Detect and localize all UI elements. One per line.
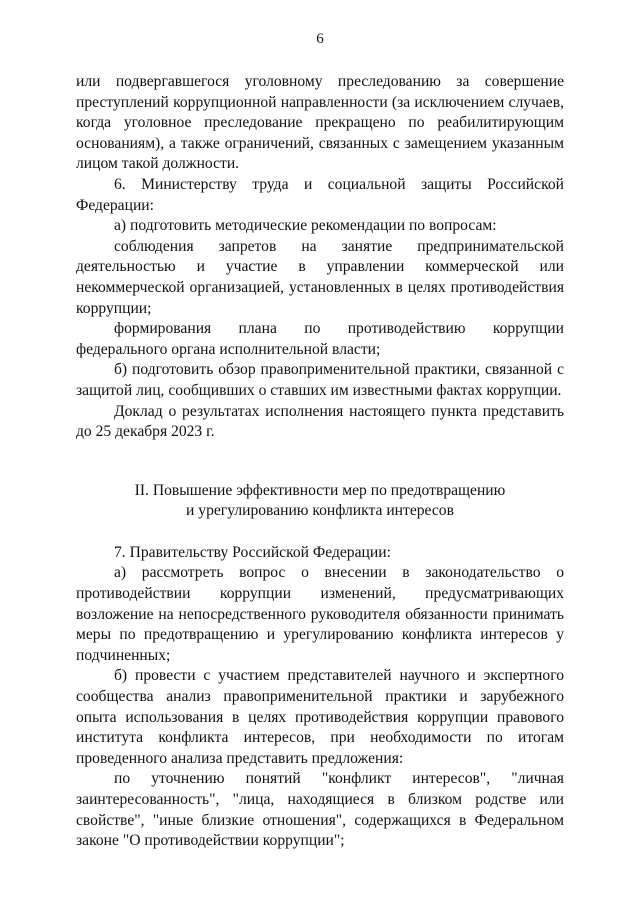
- page-number: 6: [316, 31, 324, 47]
- section-heading-line: и урегулированию конфликта интересов: [186, 502, 454, 520]
- document-body: [76, 72, 564, 852]
- paragraph: 7. Правительству Российской Федерации:: [114, 543, 391, 561]
- paragraph: а) подготовить методические рекомендации по вопросам:: [114, 217, 497, 235]
- paragraph: а) рассмотреть вопрос о внесении в законодательство о противодействии коррупции изменений, предусматривающих возложение на непосредственного руководителя обязанности принимать меры по предотвращению и урегулированию конфликта интересов у подчиненных;: [76, 564, 564, 664]
- paragraph: соблюдения запретов на занятие предпринимательской деятельностью и участие в управлении коммерческой или некоммерческой организацией, установленных в целях противодействия коррупции;: [76, 237, 564, 317]
- section-heading: [76, 481, 564, 522]
- paragraph: б) подготовить обзор правоприменительной практики, связанной с защитой лиц, сообщивших о ставших им известными фактах коррупции.: [76, 361, 564, 399]
- paragraph: формирования плана по противодействию коррупции федерального органа исполнительной власти;: [76, 320, 564, 358]
- section-heading-line: II. Повышение эффективности мер по предотвращению: [134, 481, 506, 499]
- paragraph: Доклад о результатах исполнения настоящего пункта представить до 25 декабря 2023 г.: [76, 402, 564, 441]
- paragraph: или подвергавшегося уголовному преследованию за совершение преступлений коррупционной направленности (за исключением случаев, когда уголовное преследование прекращено по реабилитирующим основаниям), а также ограничений, связанных с замещением указанным лицом такой должности.: [76, 73, 564, 173]
- paragraph: б) провести с участием представителей научного и экспертного сообщества анализ правоприменительной практики и зарубежного опыта использования в целях противодействия коррупции правового института конфликта интересов, при необходимости по итогам проведенного анализа представить предложения:: [76, 667, 564, 767]
- paragraph: по уточнению понятий "конфликт интересов", "личная заинтересованность", "лица, находящиеся в близком родстве или свойстве", "иные близкие отношения", содержащихся в Федеральном законе "О противодействии коррупции";: [76, 770, 564, 850]
- paragraph: 6. Министерству труда и социальной защиты Российской Федерации:: [76, 175, 564, 214]
